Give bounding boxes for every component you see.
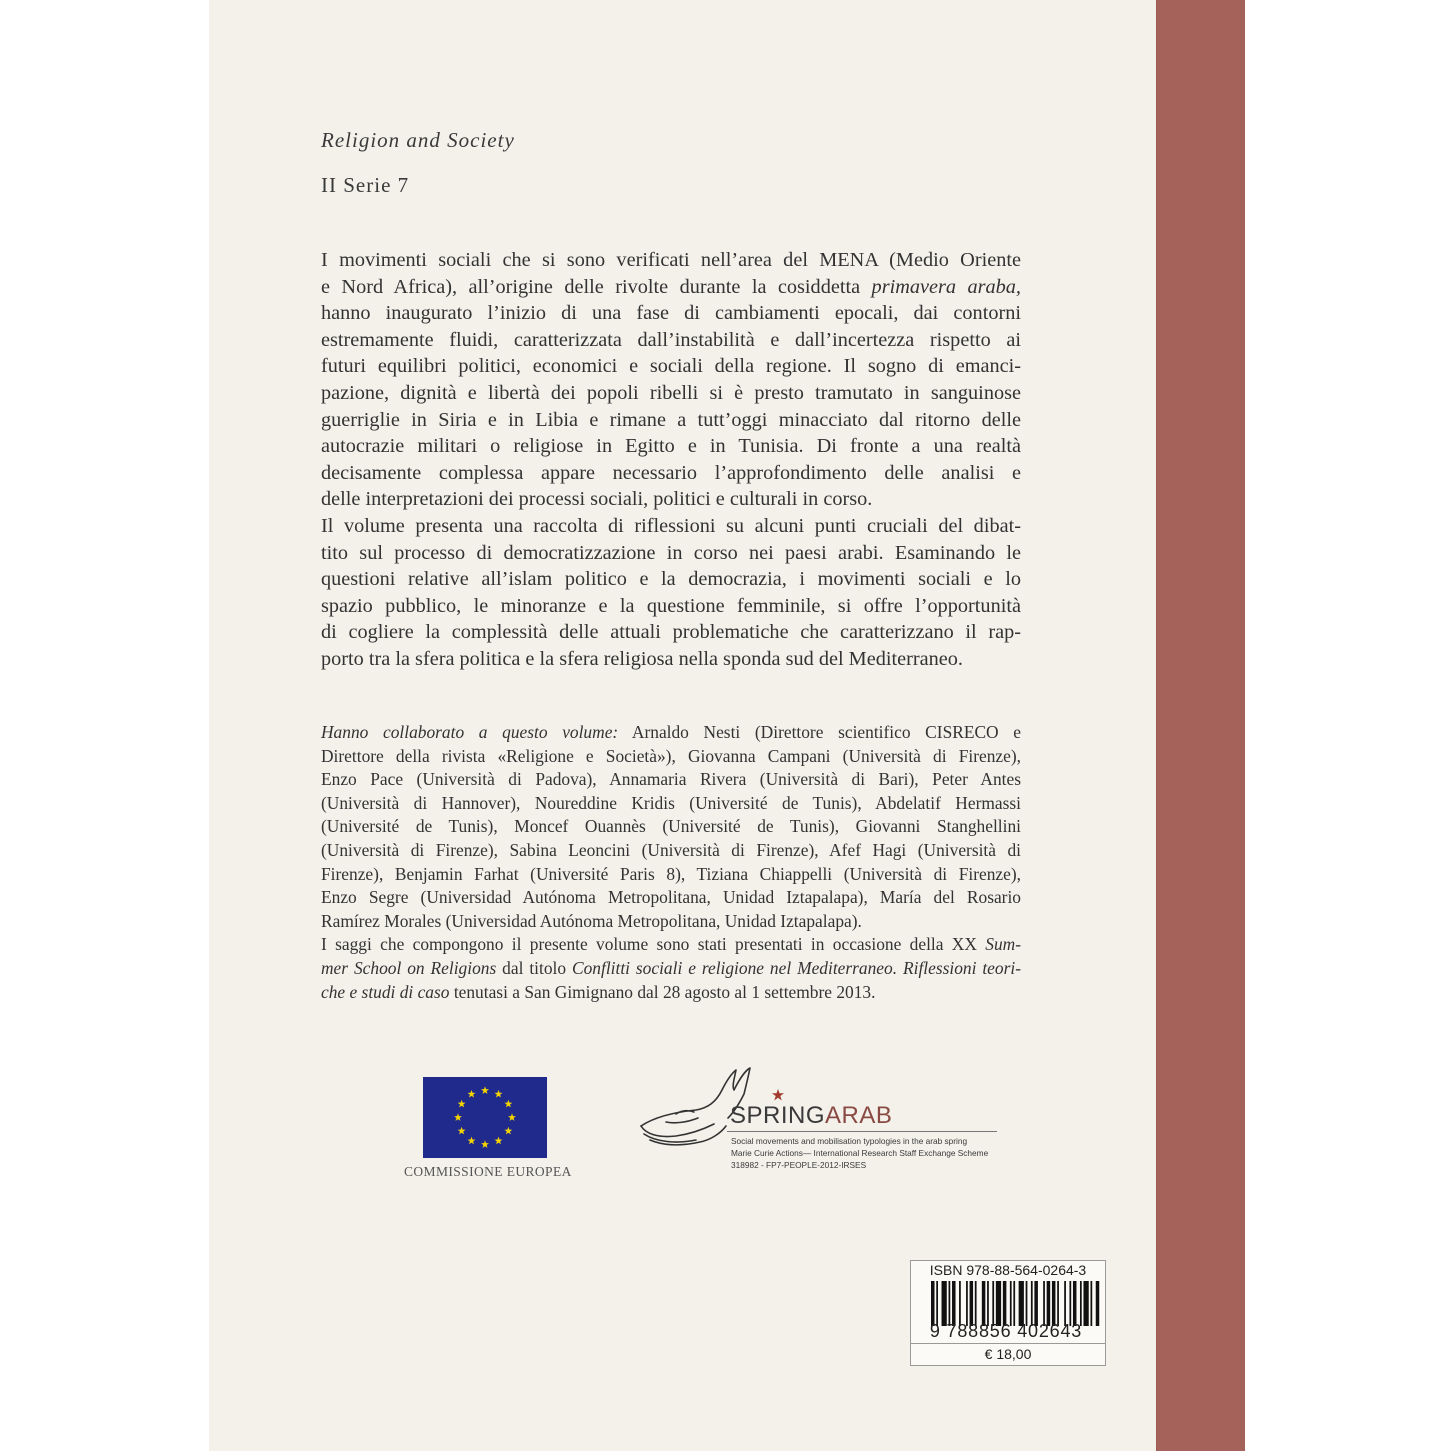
barcode-bar [1080,1281,1082,1326]
barcode-bar [1043,1281,1045,1326]
blurb-line: questioni relative all’islam politico e la democrazia, i movimenti sociali e lo [321,568,1021,591]
price-label: € 18,00 [984,1346,1032,1362]
contributors-line: Ramírez Morales (Universidad Autónoma Metropolitana, Unidad Iztapalapa). [321,910,862,931]
barcode-bar [1034,1281,1038,1326]
barcode-bar [1010,1281,1012,1326]
barcode-bar [966,1281,968,1326]
barcode-bar [936,1281,938,1326]
barcode-bar [1047,1281,1051,1326]
barcode-bar [942,1281,947,1326]
eu-star [458,1100,466,1108]
eu-stars-icon [423,1077,547,1158]
barcode-icon [931,1281,1101,1326]
blurb-line: e Nord Africa), all’origine delle rivolte durante la cosiddetta primavera araba, [321,275,1021,298]
isbn-barcode-block [910,1260,1106,1366]
spring-subtitle-3: 318982 - FP7-PEOPLE-2012-IRSES [731,1160,867,1170]
spring-subtitle-2: Marie Curie Actions— International Research Staff Exchange Scheme [731,1148,989,1158]
contributors-line: I saggi che compongono il presente volume sono stati presentati in occasione della XX Sum- [321,934,1021,955]
blurb-line: guerriglie in Siria e in Libia e rimane a tutt’oggi minacciato dal ritorno delle [321,408,1021,431]
barcode-bar [1090,1281,1092,1326]
logo-divider [727,1131,997,1132]
barcode-bar [931,1281,935,1326]
barcode-bar [982,1281,986,1326]
contributors-line: mer School on Religions dal titolo Conflitti sociali e religione nel Mediterraneo. Riflessioni teori- [321,957,1021,978]
barcode-bar [1069,1281,1071,1326]
barcode-bar [992,1281,994,1326]
blurb-line: hanno inaugurato l’inizio di una fase di cambiamenti epocali, dai contorni [321,302,1021,325]
blurb-line: autocrazie militari o religiose in Egitto e in Tunisia. Di fronte a una realtà [321,435,1021,458]
blurb-text [321,247,1021,673]
contributors-italic: Conflitti sociali e religione nel Mediterraneo. Riflessioni teori- [572,957,1021,978]
eu-commission-label: COMMISSIONE EUROPEA [404,1164,572,1179]
barcode-bar [996,1281,1001,1326]
arab-name-part: ARAB [825,1102,893,1129]
barcode-bar [1052,1281,1056,1326]
eu-star [495,1137,503,1145]
contributors-italic: Hanno collaborato a questo volume: [321,722,619,742]
blurb-line: I movimenti sociali che si sono verificati nell’area del MENA (Medio Oriente [321,249,1021,271]
eu-star [458,1127,466,1135]
barcode-bar [975,1281,977,1326]
blurb-line: spazio pubblico, le minoranze e la questione femminile, si offre l’opportunità [321,594,1021,617]
barcode-bar [1013,1281,1015,1326]
eu-star [481,1140,489,1148]
barcode-bar [1083,1281,1088,1326]
barcode-bar [1073,1281,1077,1326]
price-box [911,1343,1105,1365]
barcode-bar [1096,1281,1100,1326]
barcode-bar [1026,1281,1028,1326]
eu-star [468,1090,476,1098]
blurb-line: tito sul processo di democratizzazione in corso nei paesi arabi. Esaminando le [321,541,1021,564]
contributors-line: Firenze), Benjamin Farhat (Université Paris 8), Tiziana Chiappelli (Università di Firenze), [321,863,1021,884]
contributors-italic: che e studi di caso [321,981,450,1002]
barcode-bar [970,1281,974,1326]
isbn-label: ISBN 978-88-564-0264-3 [929,1262,1087,1278]
blurb-line: porto tra la sfera politica e la sfera religiosa nella sponda sud del Mediterraneo. [321,647,963,670]
blurb-line: di cogliere la complessità delle attuali problematiche che caratterizzano il rap- [321,621,1021,644]
contributors-line: che e studi di caso tenutasi a San Gimignano dal 28 agosto al 1 settembre 2013. [321,981,876,1002]
book-spine [1156,0,1245,1451]
contributors-italic: mer School on Religions [321,957,497,978]
series-title: Religion and Society [321,128,515,152]
eu-star [508,1113,516,1121]
barcode-bar [1003,1281,1007,1326]
barcode-bar [949,1281,951,1326]
barcode-bar [1019,1281,1024,1326]
contributors-italic: Sum- [985,934,1021,955]
blurb-italic: primavera araba, [871,275,1021,298]
star-icon [772,1089,784,1101]
spring-name-part: SPRING [730,1102,826,1129]
blurb-line: Il volume presenta una raccolta di riflessioni su alcuni punti cruciali del dibat- [321,514,1021,537]
contributors-text [321,721,1021,1004]
barcode-bar [1064,1281,1066,1326]
spring-subtitle-1: Social movements and mobilisation typologies in the arab spring [731,1136,968,1146]
eu-star [481,1086,489,1094]
blurb-line: decisamente complessa appare necessario l’approfondimento delle analisi e [321,461,1021,484]
barcode-bar [952,1281,956,1326]
eu-star [495,1090,503,1098]
contributors-line: Enzo Segre (Universidad Autónoma Metropolitana, Unidad Iztapalapa), María del Rosario [321,887,1021,908]
contributors-line: (Université de Tunis), Moncef Ouannès (Université de Tunis), Giovanni Stanghellini [321,816,1021,837]
eu-star [504,1100,512,1108]
barcode-bar [987,1281,989,1326]
barcode-digits: 9 788856 402643 [929,1321,1083,1341]
contributors-line: Enzo Pace (Università di Padova), Annamaria Rivera (Università di Bari), Peter Antes [321,769,1021,790]
eu-star [454,1113,462,1121]
barcode-bar [959,1281,961,1326]
eu-flag-logo [423,1077,547,1158]
contributors-line: Hanno collaborato a questo volume: Arnaldo Nesti (Direttore scientifico CISRECO e [321,722,1021,742]
barcode-bar [1057,1281,1059,1326]
blurb-line: pazione, dignità e libertà dei popoli ribelli si è presto tramutato in sanguinose [321,381,1021,404]
blurb-line: futuri equilibri politici, economici e sociali della regione. Il sogno di emanci- [321,355,1021,378]
series-number: II Serie 7 [321,173,410,197]
blurb-line: estremamente fluidi, caratterizzata dall’instabilità e dall’incertezza rispetto ai [321,328,1021,351]
contributors-line: Direttore della rivista «Religione e Società»), Giovanna Campani (Università di Firenze), [321,745,1021,766]
eu-star [468,1137,476,1145]
springarab-logo-text [730,1102,892,1130]
barcode-bar [1031,1281,1033,1326]
contributors-line: (Università di Hannover), Noureddine Kridis (Université de Tunis), Abdelatif Hermassi [321,792,1021,813]
contributors-line: (Università di Firenze), Sabina Leoncini (Università di Firenze), Afef Hagi (Università di [321,839,1021,860]
eu-star [504,1127,512,1135]
blurb-line: delle interpretazioni dei processi sociali, politici e culturali in corso. [321,488,873,511]
